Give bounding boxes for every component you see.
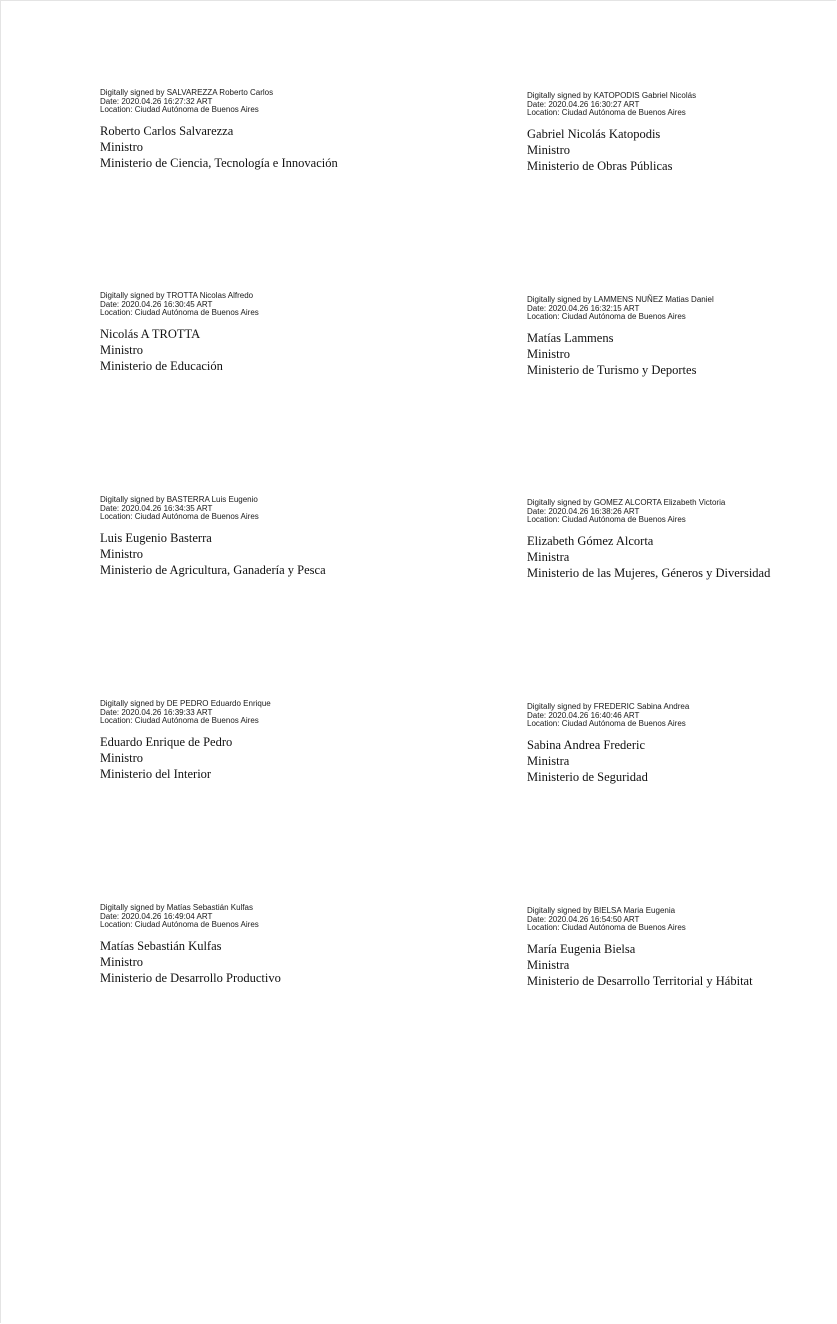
signature-date: Date: 2020.04.26 16:39:33 ART — [100, 707, 213, 717]
signature-date: Date: 2020.04.26 16:27:32 ART — [100, 96, 213, 106]
signer-role: Ministra — [527, 957, 570, 972]
signed-by-line: Digitally signed by Matías Sebastián Kulfas — [100, 903, 253, 912]
signer-ministry: Ministerio de Turismo y Deportes — [527, 362, 697, 377]
signer-name: Matías Lammens — [527, 330, 614, 345]
signer-role: Ministro — [100, 954, 144, 969]
signature-block-frederic — [527, 703, 837, 785]
signature-block-de-pedro — [100, 700, 420, 782]
signed-by-line: Digitally signed by KATOPODIS Gabriel Nicolás — [527, 91, 697, 100]
signature-date: Date: 2020.04.26 16:34:35 ART — [100, 503, 213, 513]
signed-by-line: Digitally signed by TROTTA Nicolas Alfredo — [100, 291, 254, 300]
signature-date: Date: 2020.04.26 16:40:46 ART — [527, 710, 640, 720]
signer-name: Matías Sebastián Kulfas — [100, 938, 222, 953]
signature-location: Location: Ciudad Autónoma de Buenos Aires — [100, 512, 259, 521]
signer-role: Ministra — [527, 753, 570, 768]
signer-ministry: Ministerio de Educación — [100, 358, 223, 373]
signature-date: Date: 2020.04.26 16:32:15 ART — [527, 303, 640, 313]
signature-location: Location: Ciudad Autónoma de Buenos Aires — [100, 920, 259, 929]
signer-ministry: Ministerio de Desarrollo Territorial y Hábitat — [527, 973, 753, 988]
signature-block-gomez-alcorta — [527, 499, 837, 581]
signer-ministry: Ministerio de Ciencia, Tecnología e Innovación — [100, 155, 338, 170]
signer-name: Elizabeth Gómez Alcorta — [527, 533, 654, 548]
signature-location: Location: Ciudad Autónoma de Buenos Aires — [527, 312, 686, 321]
signer-name: Eduardo Enrique de Pedro — [100, 734, 233, 749]
signature-block-trotta — [100, 292, 420, 374]
signer-ministry: Ministerio de Obras Públicas — [527, 158, 673, 173]
signer-name: María Eugenia Bielsa — [527, 941, 636, 956]
signature-date: Date: 2020.04.26 16:30:27 ART — [527, 99, 640, 109]
signature-date: Date: 2020.04.26 16:49:04 ART — [100, 911, 213, 921]
signer-role: Ministro — [527, 142, 571, 157]
signed-by-line: Digitally signed by GOMEZ ALCORTA Elizabeth Victoria — [527, 498, 726, 507]
signature-block-bielsa — [527, 907, 837, 989]
signature-block-katopodis — [527, 92, 837, 174]
signer-ministry: Ministerio de Desarrollo Productivo — [100, 970, 281, 985]
signature-block-kulfas — [100, 904, 420, 986]
signature-location: Location: Ciudad Autónoma de Buenos Aires — [527, 108, 686, 117]
signer-name: Luis Eugenio Basterra — [100, 530, 212, 545]
signer-role: Ministro — [100, 546, 144, 561]
signature-block-basterra — [100, 496, 420, 578]
signature-location: Location: Ciudad Autónoma de Buenos Aires — [527, 923, 686, 932]
signer-role: Ministro — [100, 342, 144, 357]
signer-name: Roberto Carlos Salvarezza — [100, 123, 234, 138]
signature-location: Location: Ciudad Autónoma de Buenos Aires — [100, 716, 259, 725]
signature-date: Date: 2020.04.26 16:30:45 ART — [100, 299, 213, 309]
signer-role: Ministro — [100, 139, 144, 154]
signed-by-line: Digitally signed by DE PEDRO Eduardo Enrique — [100, 699, 271, 708]
signature-location: Location: Ciudad Autónoma de Buenos Aires — [100, 105, 259, 114]
signature-block-salvarezza — [100, 89, 420, 171]
signed-by-line: Digitally signed by SALVAREZZA Roberto Carlos — [100, 88, 274, 97]
signer-ministry: Ministerio de las Mujeres, Géneros y Diversidad — [527, 565, 771, 580]
signed-by-line: Digitally signed by FREDERIC Sabina Andrea — [527, 702, 690, 711]
signed-by-line: Digitally signed by BASTERRA Luis Eugenio — [100, 495, 258, 504]
signer-name: Gabriel Nicolás Katopodis — [527, 126, 661, 141]
signer-ministry: Ministerio del Interior — [100, 766, 212, 781]
signer-role: Ministra — [527, 549, 570, 564]
signed-by-line: Digitally signed by LAMMENS NUÑEZ Matias Daniel — [527, 295, 714, 304]
signer-role: Ministro — [100, 750, 144, 765]
signer-name: Nicolás A TROTTA — [100, 326, 201, 341]
signature-location: Location: Ciudad Autónoma de Buenos Aires — [527, 719, 686, 728]
signer-ministry: Ministerio de Seguridad — [527, 769, 648, 784]
signature-location: Location: Ciudad Autónoma de Buenos Aires — [100, 308, 259, 317]
signature-block-lammens — [527, 296, 837, 378]
signature-date: Date: 2020.04.26 16:38:26 ART — [527, 506, 640, 516]
signer-ministry: Ministerio de Agricultura, Ganadería y Pesca — [100, 562, 326, 577]
signature-date: Date: 2020.04.26 16:54:50 ART — [527, 914, 640, 924]
signed-by-line: Digitally signed by BIELSA Maria Eugenia — [527, 906, 676, 915]
signer-name: Sabina Andrea Frederic — [527, 737, 646, 752]
signature-location: Location: Ciudad Autónoma de Buenos Aires — [527, 515, 686, 524]
signer-role: Ministro — [527, 346, 571, 361]
